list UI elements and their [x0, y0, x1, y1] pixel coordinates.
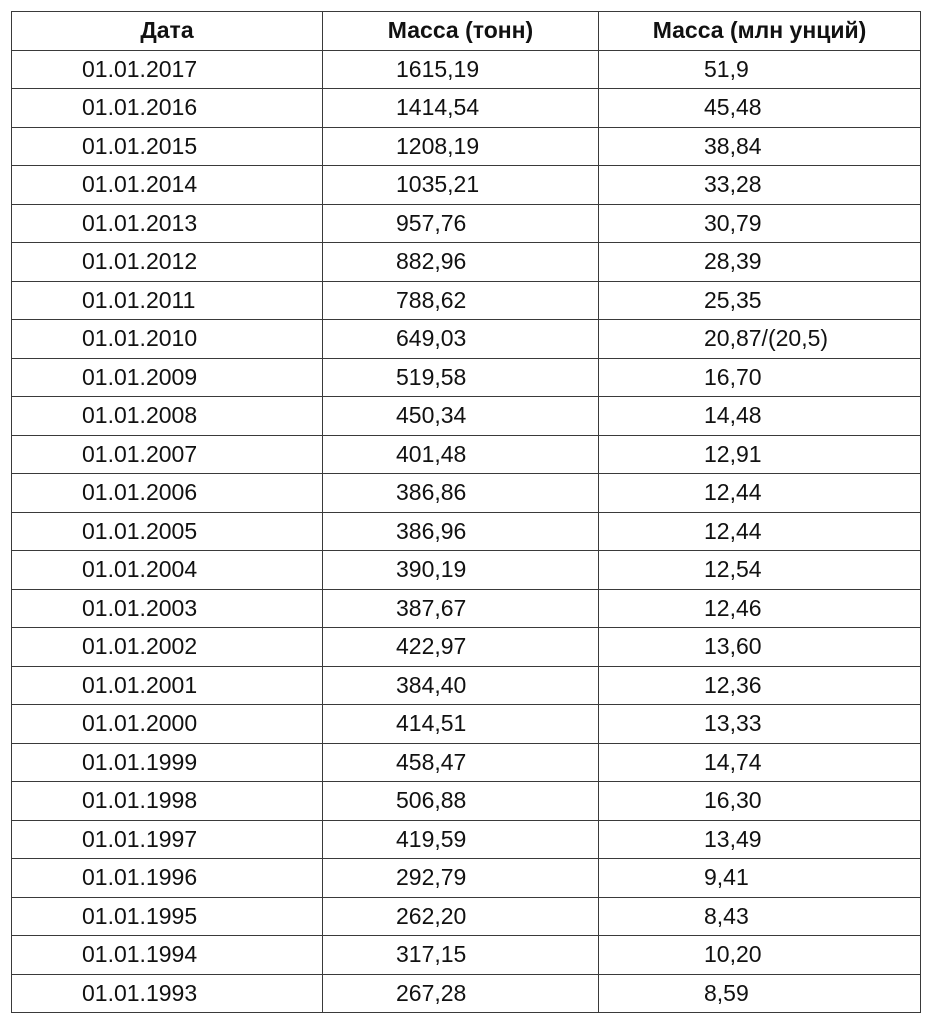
- cell-mass-oz: 45,48: [599, 89, 921, 128]
- table-row: [12, 512, 921, 551]
- table-row: [12, 782, 921, 821]
- table-row: [12, 666, 921, 705]
- cell-mass-oz: 38,84: [599, 127, 921, 166]
- cell-mass-tons: 390,19: [323, 551, 599, 590]
- cell-date: 01.01.2015: [12, 127, 323, 166]
- table-row: [12, 628, 921, 667]
- cell-date: 01.01.1994: [12, 936, 323, 975]
- cell-mass-tons: 386,96: [323, 512, 599, 551]
- cell-date: 01.01.2000: [12, 705, 323, 744]
- cell-date: 01.01.2013: [12, 204, 323, 243]
- header-mass-oz: Масса (млн унций): [599, 12, 921, 51]
- cell-date: 01.01.2002: [12, 628, 323, 667]
- cell-mass-tons: 458,47: [323, 743, 599, 782]
- cell-mass-tons: 414,51: [323, 705, 599, 744]
- table-row: [12, 474, 921, 513]
- cell-date: 01.01.2010: [12, 320, 323, 359]
- cell-mass-tons: 957,76: [323, 204, 599, 243]
- cell-mass-tons: 267,28: [323, 974, 599, 1013]
- cell-mass-oz: 16,30: [599, 782, 921, 821]
- cell-date: 01.01.2017: [12, 50, 323, 89]
- cell-mass-oz: 51,9: [599, 50, 921, 89]
- table-row: [12, 897, 921, 936]
- table-body: [12, 50, 921, 1013]
- cell-date: 01.01.2005: [12, 512, 323, 551]
- cell-date: 01.01.2016: [12, 89, 323, 128]
- table-row: [12, 743, 921, 782]
- cell-date: 01.01.1998: [12, 782, 323, 821]
- cell-date: 01.01.2007: [12, 435, 323, 474]
- cell-date: 01.01.2003: [12, 589, 323, 628]
- cell-mass-tons: 882,96: [323, 243, 599, 282]
- header-row: [12, 12, 921, 51]
- cell-mass-oz: 14,74: [599, 743, 921, 782]
- table-row: [12, 166, 921, 205]
- cell-mass-oz: 8,59: [599, 974, 921, 1013]
- cell-date: 01.01.2009: [12, 358, 323, 397]
- cell-mass-oz: 12,91: [599, 435, 921, 474]
- cell-mass-tons: 262,20: [323, 897, 599, 936]
- cell-mass-oz: 13,33: [599, 705, 921, 744]
- cell-date: 01.01.2001: [12, 666, 323, 705]
- cell-mass-tons: 384,40: [323, 666, 599, 705]
- cell-date: 01.01.2014: [12, 166, 323, 205]
- cell-date: 01.01.2008: [12, 397, 323, 436]
- table-row: [12, 974, 921, 1013]
- header-mass-tons: Масса (тонн): [323, 12, 599, 51]
- cell-mass-oz: 33,28: [599, 166, 921, 205]
- cell-mass-oz: 14,48: [599, 397, 921, 436]
- cell-date: 01.01.2004: [12, 551, 323, 590]
- cell-mass-tons: 649,03: [323, 320, 599, 359]
- table-row: [12, 50, 921, 89]
- cell-mass-tons: 1414,54: [323, 89, 599, 128]
- table-row: [12, 705, 921, 744]
- cell-mass-tons: 1615,19: [323, 50, 599, 89]
- cell-mass-oz: 30,79: [599, 204, 921, 243]
- cell-mass-tons: 422,97: [323, 628, 599, 667]
- cell-date: 01.01.2012: [12, 243, 323, 282]
- cell-mass-tons: 1035,21: [323, 166, 599, 205]
- cell-date: 01.01.1996: [12, 859, 323, 898]
- table-row: [12, 89, 921, 128]
- cell-date: 01.01.1993: [12, 974, 323, 1013]
- table-row: [12, 320, 921, 359]
- table-row: [12, 358, 921, 397]
- table-row: [12, 243, 921, 282]
- cell-mass-tons: 317,15: [323, 936, 599, 975]
- cell-mass-oz: 28,39: [599, 243, 921, 282]
- cell-mass-oz: 9,41: [599, 859, 921, 898]
- table-row: [12, 127, 921, 166]
- table-row: [12, 435, 921, 474]
- cell-mass-oz: 20,87/(20,5): [599, 320, 921, 359]
- cell-mass-oz: 13,49: [599, 820, 921, 859]
- cell-mass-oz: 12,54: [599, 551, 921, 590]
- cell-mass-tons: 788,62: [323, 281, 599, 320]
- cell-mass-tons: 386,86: [323, 474, 599, 513]
- table-row: [12, 859, 921, 898]
- table-row: [12, 551, 921, 590]
- table-row: [12, 589, 921, 628]
- table-row: [12, 820, 921, 859]
- cell-mass-oz: 16,70: [599, 358, 921, 397]
- cell-mass-oz: 8,43: [599, 897, 921, 936]
- cell-mass-oz: 12,44: [599, 474, 921, 513]
- table-row: [12, 204, 921, 243]
- cell-mass-oz: 12,46: [599, 589, 921, 628]
- table-row: [12, 936, 921, 975]
- cell-mass-oz: 13,60: [599, 628, 921, 667]
- cell-mass-oz: 12,44: [599, 512, 921, 551]
- cell-mass-oz: 25,35: [599, 281, 921, 320]
- cell-date: 01.01.2011: [12, 281, 323, 320]
- cell-mass-oz: 12,36: [599, 666, 921, 705]
- cell-mass-tons: 419,59: [323, 820, 599, 859]
- table-row: [12, 397, 921, 436]
- table-row: [12, 281, 921, 320]
- cell-mass-tons: 292,79: [323, 859, 599, 898]
- cell-date: 01.01.1997: [12, 820, 323, 859]
- data-table: [11, 11, 921, 1013]
- cell-mass-tons: 506,88: [323, 782, 599, 821]
- cell-date: 01.01.1999: [12, 743, 323, 782]
- cell-date: 01.01.2006: [12, 474, 323, 513]
- cell-mass-tons: 450,34: [323, 397, 599, 436]
- cell-date: 01.01.1995: [12, 897, 323, 936]
- header-date: Дата: [12, 12, 323, 51]
- cell-mass-tons: 519,58: [323, 358, 599, 397]
- cell-mass-tons: 387,67: [323, 589, 599, 628]
- cell-mass-oz: 10,20: [599, 936, 921, 975]
- table-header: [12, 12, 921, 51]
- cell-mass-tons: 401,48: [323, 435, 599, 474]
- cell-mass-tons: 1208,19: [323, 127, 599, 166]
